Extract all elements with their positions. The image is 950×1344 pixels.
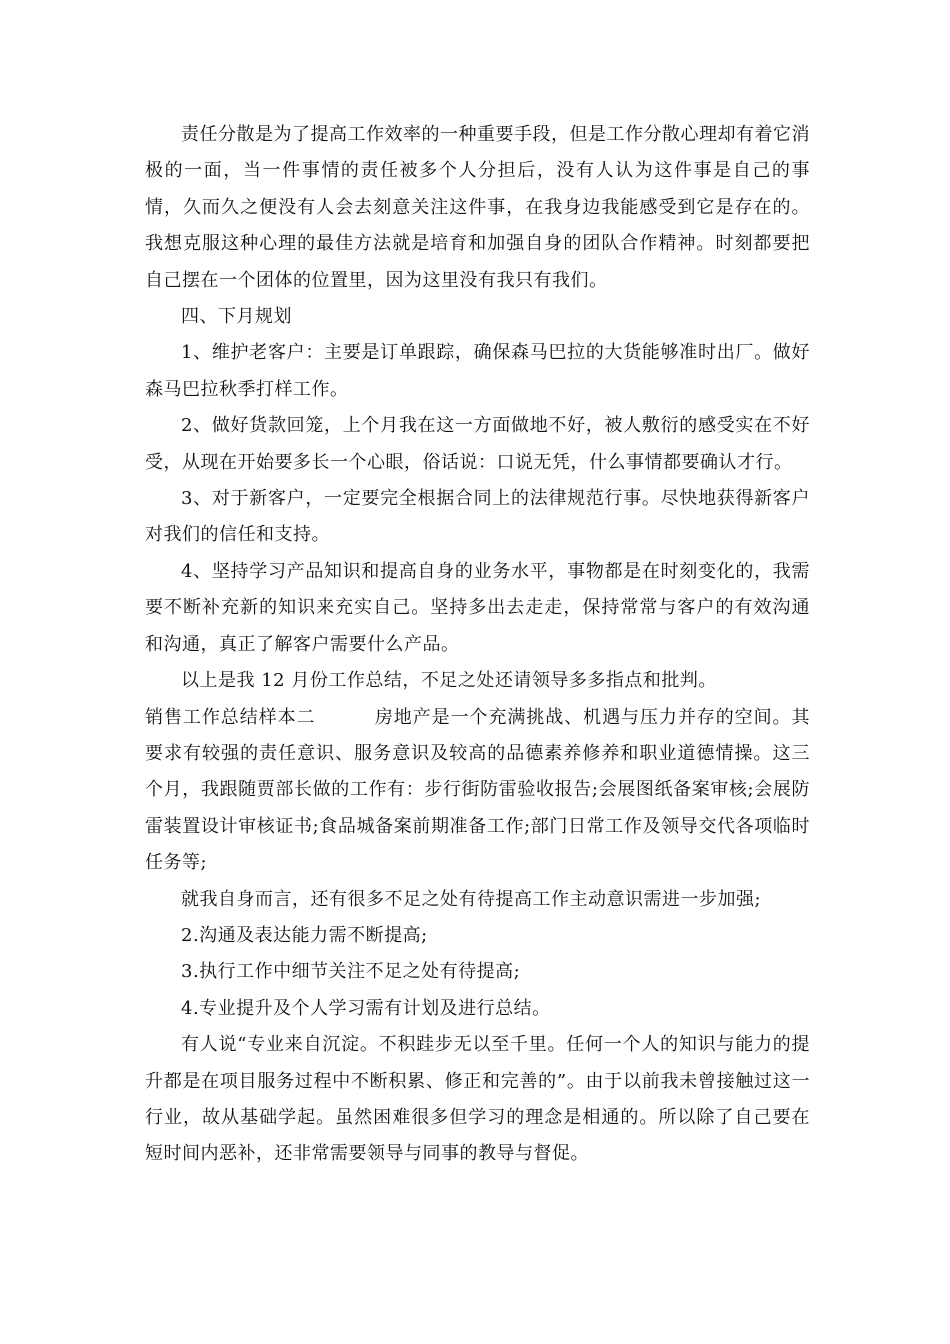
section-paragraph-text: 房地产是一个充满挑战、机遇与压力并存的空间。其要求有较强的责任意识、服务意识及较高的品德素养修养和职业道德情操。这三个月，我跟随贾部长做的工作有：步行街防雷验收报告;会展图纸备案审核;会展防雷装置设计审核证书;食品城备案前期准备工作;部门日常工作及领导交代各项临时任务等;	[145, 706, 810, 874]
document-body	[145, 117, 810, 1173]
paragraph-plan-item-2: 2、做好货款回笼，上个月我在这一方面做地不好，被人敷衍的感受实在不好受，从现在开始要多长一个心眼，俗话说：口说无凭，什么事情都要确认才行。	[145, 415, 810, 473]
paragraph-professional-growth: 有人说“专业来自沉淀。不积跬步无以至千里。任何一个人的知识与能力的提升都是在项目服务过程中不断积累、修正和完善的”。由于以前我未曾接触过这一行业，故从基础学起。虽然困难很多但学习的理念是相通的。所以除了自己要在短时间内恶补，还非常需要领导与同事的教导与督促。	[145, 1034, 810, 1165]
section-title: 销售工作总结样本二	[145, 706, 316, 728]
paragraph-improvement-2: 2.沟通及表达能力需不断提高;	[181, 924, 428, 946]
paragraph-responsibility-dispersion: 责任分散是为了提高工作效率的一种重要手段，但是工作分散心理却有着它消极的一面，当一件事情的责任被多个人分担后，没有人认为这件事是自己的事情，久而久之便没有人会去刻意关注这件事，在我身边我能感受到它是存在的。我想克服这种心理的最佳方法就是培育和加强自身的团队合作精神。时刻都要把自己摆在一个团体的位置里，因为这里没有我只有我们。	[145, 124, 810, 291]
paragraph-plan-item-3: 3、对于新客户，一定要完全根据合同上的法律规范行事。尽快地获得新客户对我们的信任和支持。	[145, 488, 810, 546]
paragraph-plan-item-4: 4、坚持学习产品知识和提高自身的业务水平，事物都是在时刻变化的，我需要不断补充新的知识来充实自己。坚持多出去走走，保持常常与客户的有效沟通和沟通，真正了解客户需要什么产品。	[145, 560, 810, 655]
paragraph-improvement-4: 4.专业提升及个人学习需有计划及进行总结。	[181, 997, 551, 1019]
paragraph-plan-item-1: 1、维护老客户：主要是订单跟踪，确保森马巴拉的大货能够准时出厂。做好森马巴拉秋季打样工作。	[145, 342, 810, 400]
paragraph-sample-two	[145, 700, 810, 882]
paragraph-self-assessment: 就我自身而言，还有很多不足之处有待提高工作主动意识需进一步加强;	[181, 888, 762, 910]
paragraph-improvement-3: 3.执行工作中细节关注不足之处有待提高;	[181, 961, 521, 983]
paragraph-summary-closing: 以上是我 12 月份工作总结，不足之处还请领导多多指点和批判。	[181, 670, 717, 692]
heading-next-month-plan: 四、下月规划	[181, 306, 292, 328]
